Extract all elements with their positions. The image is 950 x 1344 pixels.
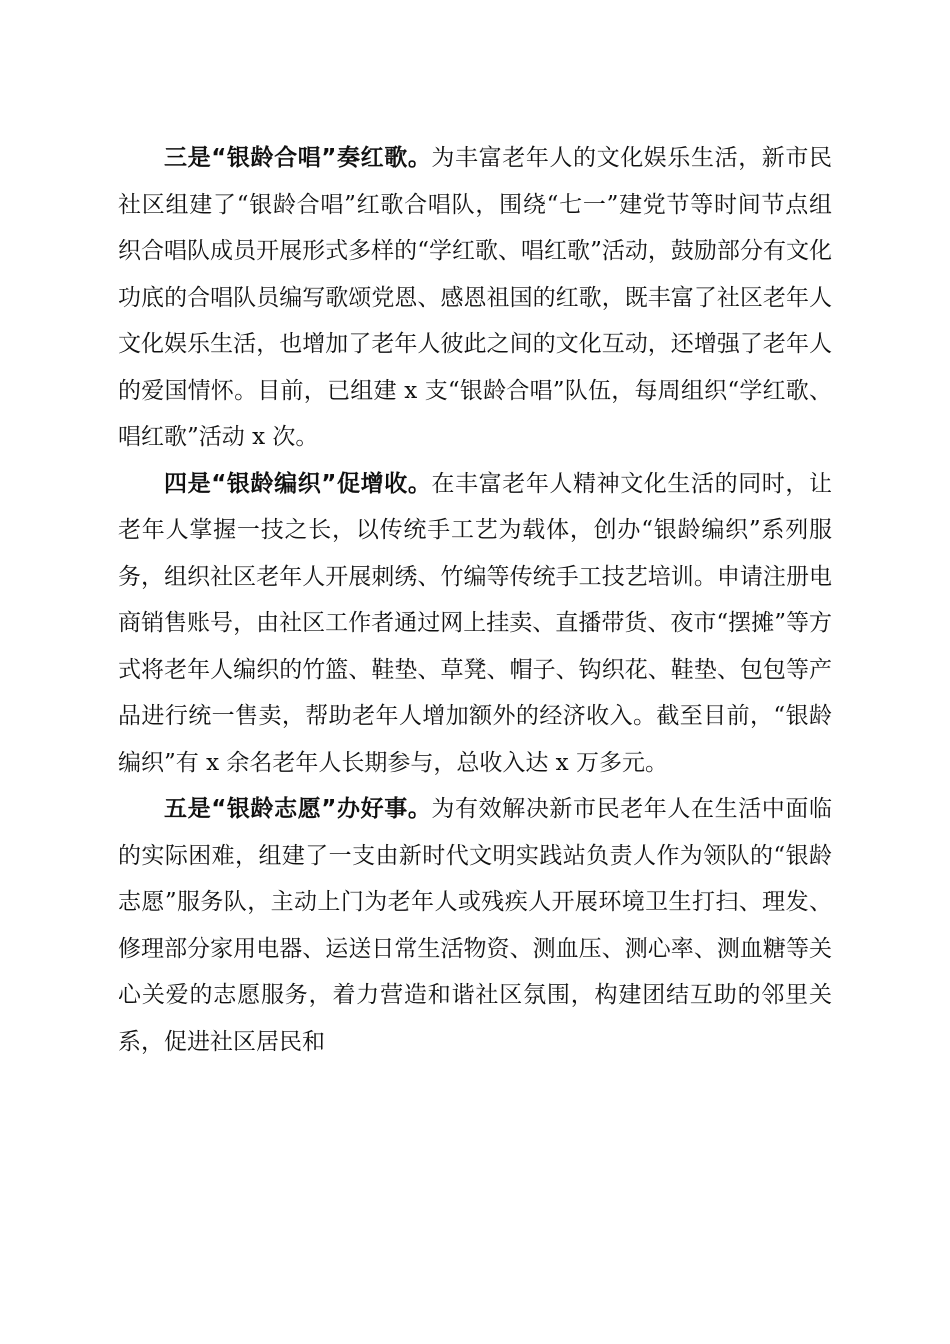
paragraph-text: 在丰富老年人精神文化生活的同时，让老年人掌握一技之长，以传统手工艺为载体，创办“银龄编织”系列服务，组织社区老年人开展刺绣、竹编等传统手工技艺培训。申请注册电商销售账号，由社区工作者通过网上挂卖、直播带货、夜市“摆摊”等方式将老年人编织的竹篮、鞋垫、草凳、帽子、钩织花、鞋垫、包包等产品进行统一售卖，帮助老年人增加额外的经济收入。截至目前，“银龄编织”有 x 余名老年人长期参与，总收入达 x 万多元。: [118, 470, 833, 776]
document-body: [118, 135, 832, 1065]
paragraph-silver-weaving: [118, 461, 832, 787]
paragraph-lead: 四是“银龄编织”促增收。: [164, 470, 432, 497]
paragraph-text: 为丰富老年人的文化娱乐生活，新市民社区组建了“银龄合唱”红歌合唱队，围绕“七一”建党节等时间节点组织合唱队成员开展形式多样的“学红歌、唱红歌”活动，鼓励部分有文化功底的合唱队员编写歌颂党恩、感恩祖国的红歌，既丰富了社区老年人文化娱乐生活，也增加了老年人彼此之间的文化互动，还增强了老年人的爱国情怀。目前，已组建 x 支“银龄合唱”队伍，每周组织“学红歌、唱红歌”活动 x 次。: [118, 145, 833, 450]
paragraph-lead: 三是“银龄合唱”奏红歌。: [164, 145, 432, 171]
paragraph-silver-choir: [118, 135, 832, 461]
paragraph-text: 为有效解决新市民老年人在生活中面临的实际困难，组建了一支由新时代文明实践站负责人作为领队的“银龄志愿”服务队，主动上门为老年人或残疾人开展环境卫生打扫、理发、修理部分家用电器、运送日常生活物资、测血压、测心率、测血糖等关心关爱的志愿服务，着力营造和谐社区氛围，构建团结互助的邻里关系，促进社区居民和: [118, 796, 833, 1055]
paragraph-silver-volunteer: [118, 786, 832, 1065]
paragraph-lead: 五是“银龄志愿”办好事。: [164, 796, 432, 822]
